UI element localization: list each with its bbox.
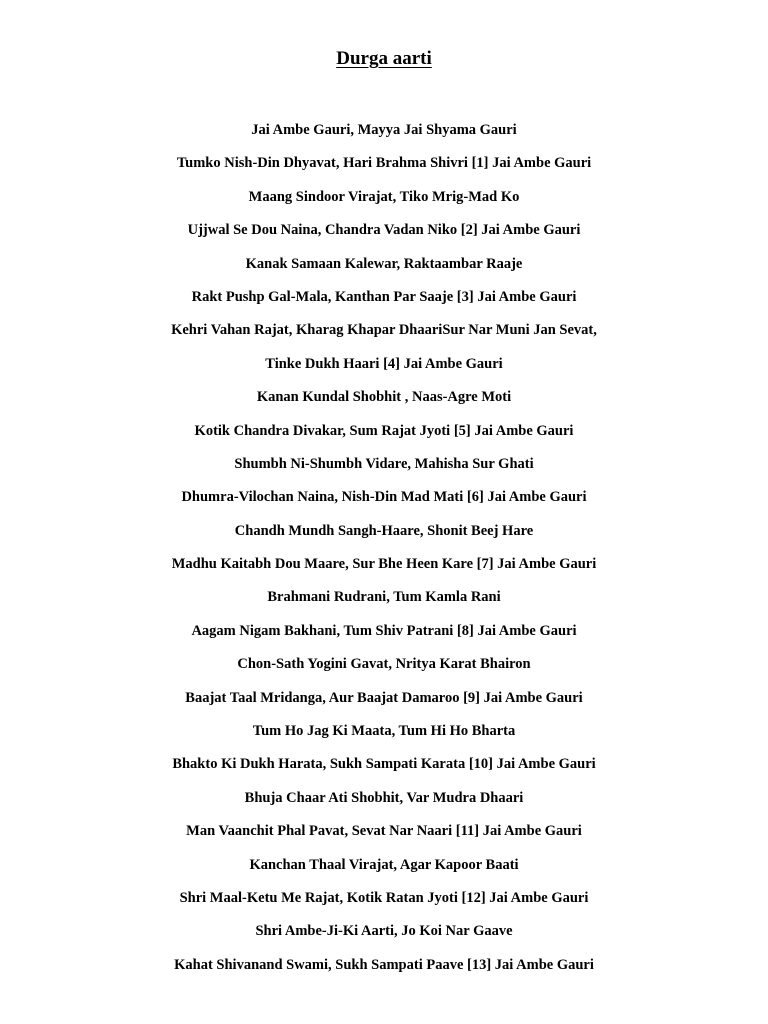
verse-line: Chandh Mundh Sangh-Haare, Shonit Beej Hare [234,522,534,539]
verse-line: Kanan Kundal Shobhit , Naas-Agre Moti [256,389,512,406]
verse-line: Shri Ambe-Ji-Ki Aarti, Jo Koi Nar Gaave [255,923,513,940]
verse-line: Kehri Vahan Rajat, Kharag Khapar DhaariSur Nar Muni Jan Sevat, [171,322,597,339]
page-title: Durga aarti [336,48,432,69]
verse-line: Baajat Taal Mridanga, Aur Baajat Damaroo [9] Jai Ambe Gauri [185,689,583,706]
verse-line: Kanak Samaan Kalewar, Raktaambar Raaje [245,255,523,272]
verse-line: Madhu Kaitabh Dou Maare, Sur Bhe Heen Kare [7] Jai Ambe Gauri [171,556,597,573]
verse-line: Bhuja Chaar Ati Shobhit, Var Mudra Dhaari [244,789,524,806]
verse-line: Kanchan Thaal Virajat, Agar Kapoor Baati [249,856,519,873]
verse-line: Shumbh Ni-Shumbh Vidare, Mahisha Sur Ghati [234,455,534,472]
verse-line: Bhakto Ki Dukh Harata, Sukh Sampati Karata [10] Jai Ambe Gauri [172,756,596,773]
verse-line: Rakt Pushp Gal-Mala, Kanthan Par Saaje [3] Jai Ambe Gauri [191,288,577,305]
aarti-verse-list [0,119,768,987]
verse-line: Jai Ambe Gauri, Mayya Jai Shyama Gauri [251,122,517,138]
verse-line: Brahmani Rudrani, Tum Kamla Rani [267,589,501,606]
verse-line: Kahat Shivanand Swami, Sukh Sampati Paave [13] Jai Ambe Gauri [174,956,594,973]
verse-line: Aagam Nigam Bakhani, Tum Shiv Patrani [8] Jai Ambe Gauri [191,622,577,639]
verse-line: Maang Sindoor Virajat, Tiko Mrig-Mad Ko [248,188,520,205]
verse-line: Tumko Nish-Din Dhyavat, Hari Brahma Shivri [1] Jai Ambe Gauri [176,155,592,172]
verse-line: Man Vaanchit Phal Pavat, Sevat Nar Naari [11] Jai Ambe Gauri [186,823,582,840]
verse-line: Dhumra-Vilochan Naina, Nish-Din Mad Mati [6] Jai Ambe Gauri [181,489,587,506]
verse-line: Tinke Dukh Haari [4] Jai Ambe Gauri [265,355,503,372]
verse-line: Chon-Sath Yogini Gavat, Nritya Karat Bhairon [237,656,531,673]
verse-line: Shri Maal-Ketu Me Rajat, Kotik Ratan Jyoti [12] Jai Ambe Gauri [179,889,589,906]
verse-line: Ujjwal Se Dou Naina, Chandra Vadan Niko [2] Jai Ambe Gauri [187,222,581,239]
verse-line: Kotik Chandra Divakar, Sum Rajat Jyoti [5] Jai Ambe Gauri [194,422,574,439]
verse-line: Tum Ho Jag Ki Maata, Tum Hi Ho Bharta [252,723,516,740]
